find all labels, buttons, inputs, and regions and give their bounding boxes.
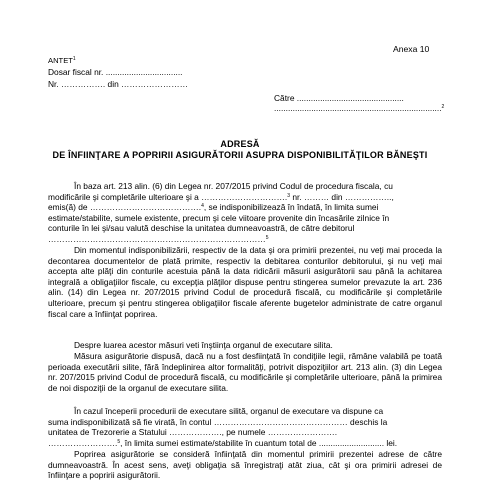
p6-text: Poprirea asigurătorie se consideră înfiinţată din momentul primirii prezentei adrese de către dumneavoastră. În acest sens, aveţi obligaţia să înregistraţi atât ziua, cât şi ora primirii adresei de înfiinţare a popririi asigurătorii. — [48, 449, 442, 481]
antet-footnote: 1 — [72, 56, 76, 62]
p1-line5: conturile în lei şi/sau valută deschise la unitatea dumneavoastră, de către debitorul — [48, 223, 355, 234]
p2-text: Din momentul indisponibilizării, respectiv de la data şi ora primirii prezentei, nu veţi mai proceda la decontarea documentelor de plată primite, respectiv la debitarea conturilor debitorului, şi nu veţi mai accepta alte plăţi din conturile acestuia până la data ridicării măsurii asigurătorii sau până la achitarea integrală a obligaţiilor fiscale, cu excepţia plăţilor dispuse pentru stingerea sumelor prevazute la art. 236 alin. (14) din Legea nr. 207/2015 privind Codul de procedură fiscală, cu modificările şi completările ulterioare, precum şi pentru stingerea obligaţiilor fiscale aferente bugetelor administrate de catre organul fiscal care a înfiinţat poprirea. — [48, 245, 442, 319]
document-title-line2: DE ÎNFIINŢARE A POPRIRII ASIGURĂTORII ASUPRA DISPONIBILITĂŢILOR BĂNEŞTI — [52, 150, 428, 160]
paragraph-5 — [48, 406, 442, 448]
p1-line3: emis(ă) de ………………………………….$^4$, se indisponibilizează în îndată, în limita sumei — [48, 202, 379, 213]
document-title-line1: ADRESĂ — [220, 139, 260, 149]
recipient-line2 — [274, 103, 444, 114]
p5-line4: …………………….$^5$, în limita sumei estimate/stabilite în cuantum total de ............................ lei. — [48, 437, 398, 448]
antet-label — [48, 56, 76, 67]
p1-line1: În baza art. 213 alin. (6) din Legea nr. 207/2015 privind Codul de procedura fiscala, cu — [74, 181, 393, 191]
p4-text: Măsura asigurătorie dispusă, dacă nu a fost desfiinţată în condiţiile legii, rămâne valabilă pe toată perioada executării silite, fără îndeplinirea altor formalităţi, potrivit dispoziţiilor art. 213 alin. (3) din Legea nr. 207/2015 privind Codul de procedură fiscală, cu modificările şi completările ulterioare, până la primirea de noi dispoziţii de la organul de executare silita. — [48, 351, 442, 393]
paragraph-2 — [48, 245, 442, 319]
paragraph-4 — [48, 351, 442, 393]
paragraph-3 — [48, 340, 442, 351]
recipient-catre: Către .............................................. — [274, 93, 404, 103]
annex-label: Anexa 10 — [393, 44, 430, 54]
paragraph-6 — [48, 449, 442, 481]
recipient-line2-text: ........................................................................ — [274, 103, 442, 113]
paragraph-1 — [48, 181, 442, 245]
p1-line2: modificările şi completările ulterioare şi a ………………………….$^3$ nr. ……… din …………….., — [48, 191, 394, 202]
p5-line3: unitatea de Trezorerie a Statului ………………., pe numele ……………………. — [48, 427, 338, 438]
recipient-footnote: 2 — [441, 104, 445, 110]
p5-line2: suma indisponibilizată să fie virată, în contul ………………………………………… deschis la — [48, 416, 388, 427]
p1-line4: estimate/stabilite, sumele existente, precum şi cele viitoare provenite din încasările zilnice în — [48, 212, 390, 223]
antet-text: ANTET — [48, 56, 73, 65]
p1-line6: ……………………………………………………………………$^5$ — [48, 233, 269, 244]
dosar-fiscal-line: Dosar fiscal nr. ................................. — [48, 67, 183, 77]
p5-line1: În cazul începerii procedurii de executare silită, organul de executare va dispune ca — [74, 406, 384, 416]
nr-line: Nr. ……………. din …………………… — [48, 79, 189, 89]
p3-text: Despre luarea acestor măsuri veti înştiinţa organul de executare silita. — [74, 340, 333, 350]
